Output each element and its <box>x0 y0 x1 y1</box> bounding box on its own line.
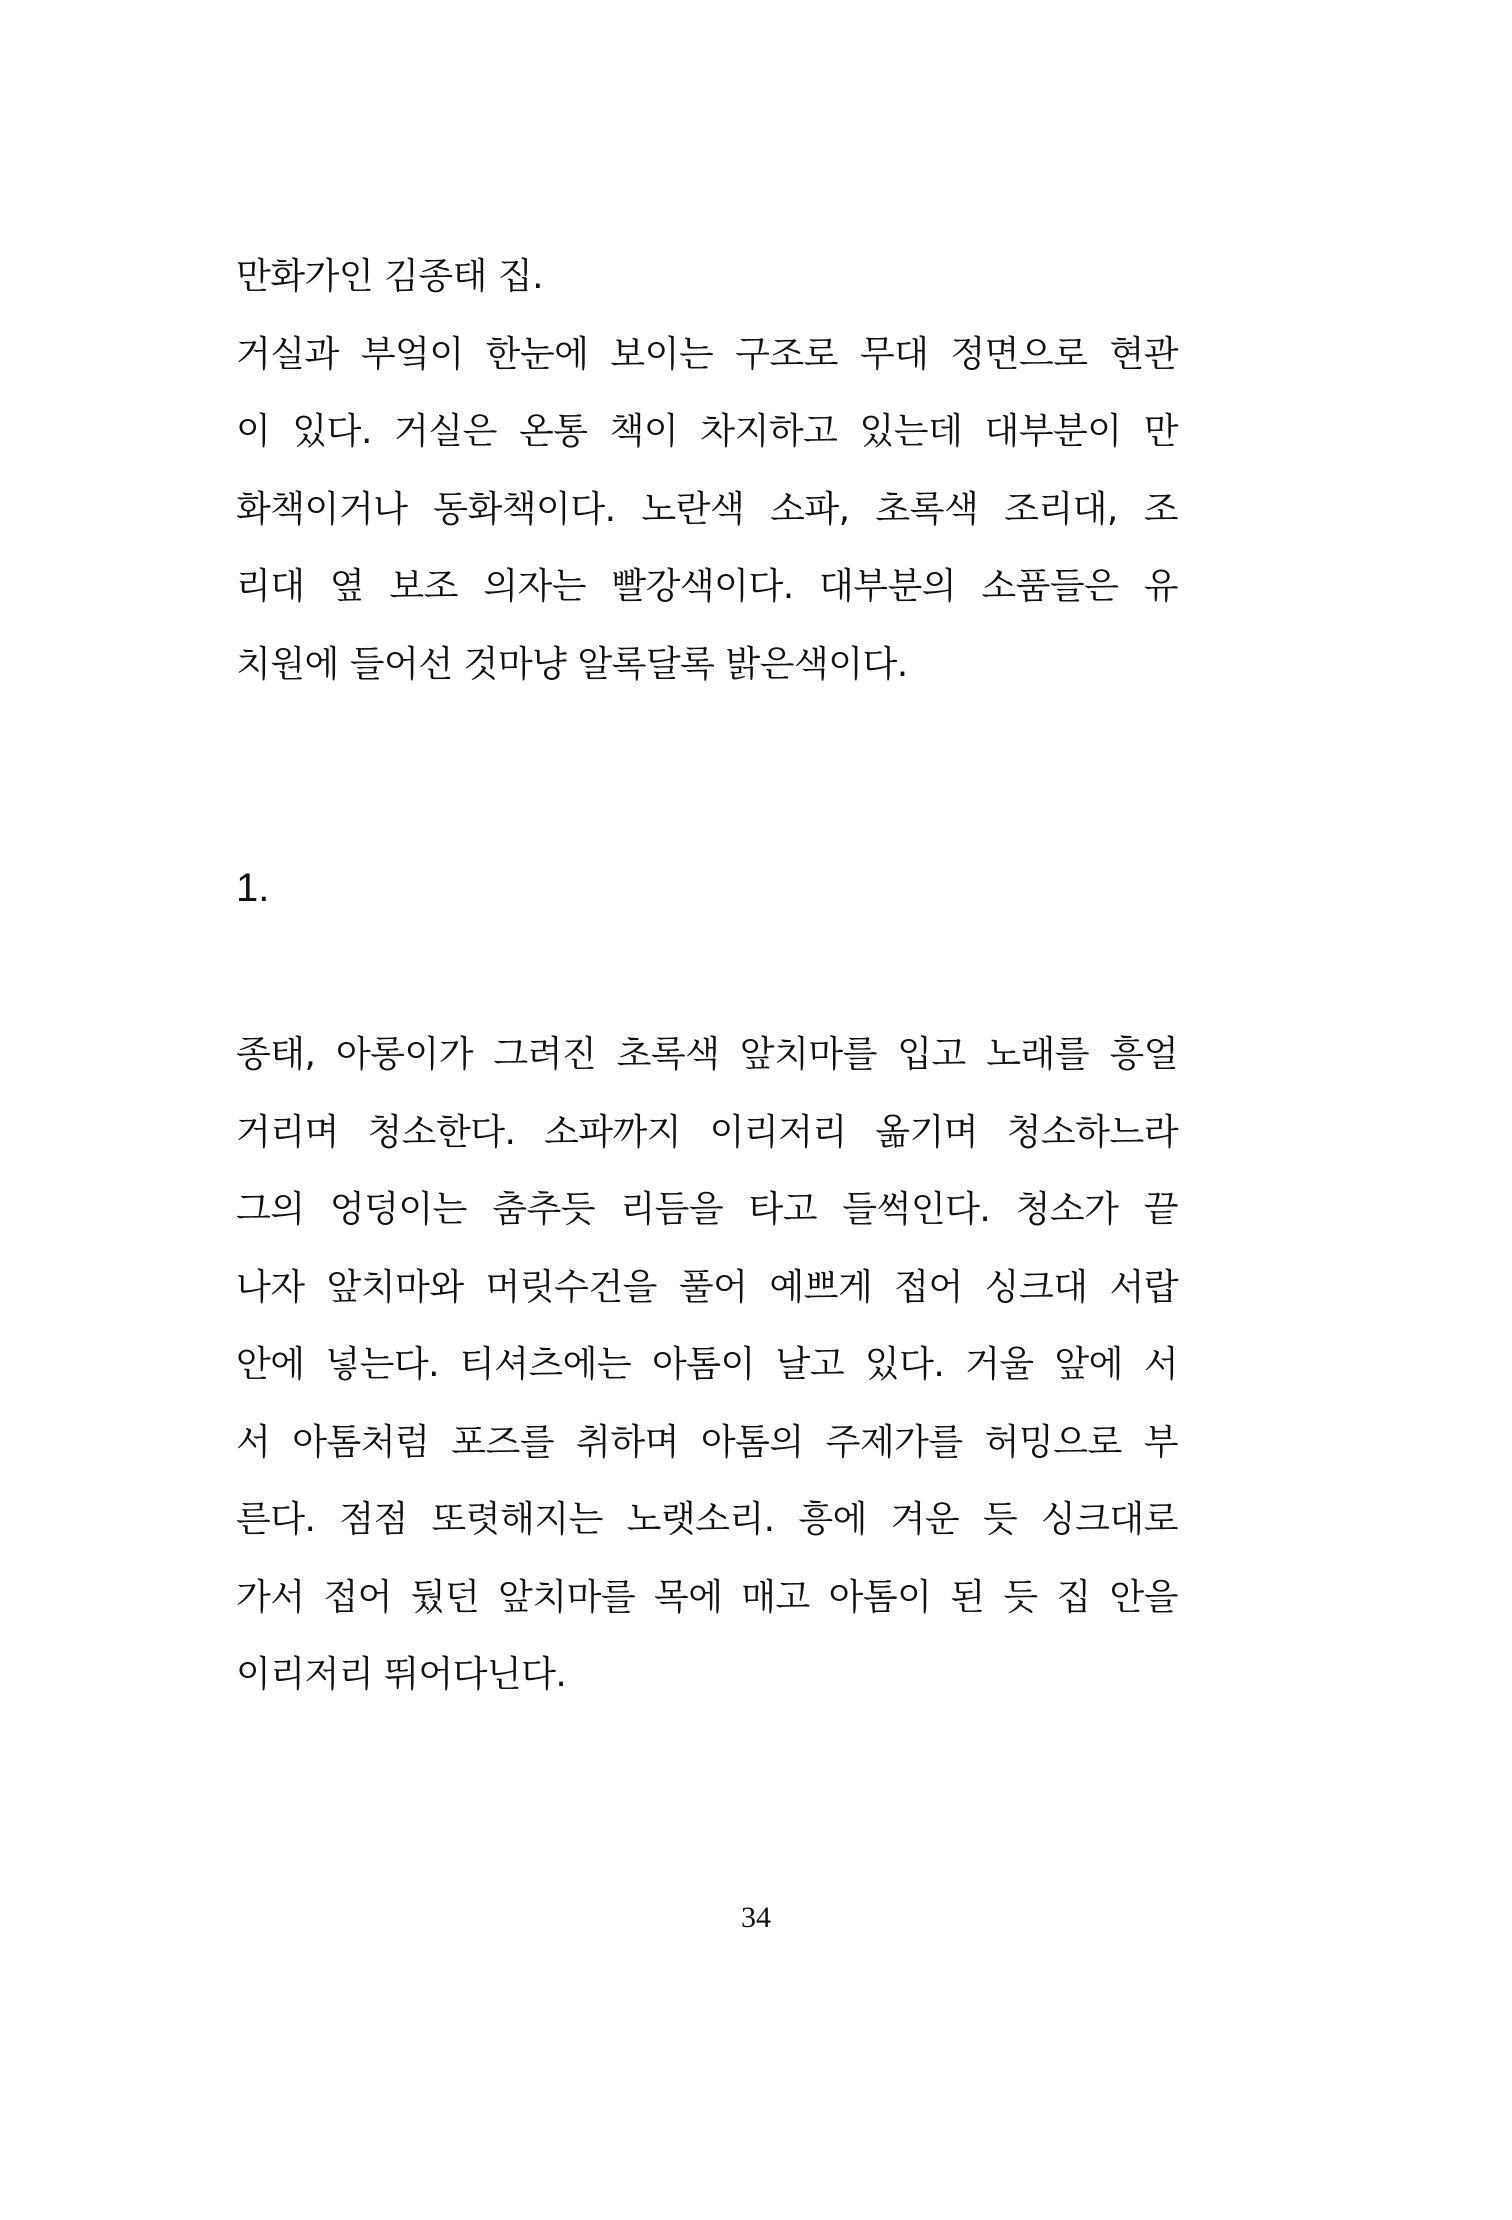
section-heading: 1. <box>236 866 270 910</box>
action-text-line: 안에 넣는다. 티셔츠에는 아톰이 날고 있다. 거울 앞에 서 <box>236 1344 1178 1385</box>
scene-description-line: 리대 옆 보조 의자는 빨강색이다. 대부분의 소품들은 유 <box>236 566 1178 607</box>
action-text <box>236 1016 1178 1714</box>
scene-description-line: 치원에 들어선 것마냥 알록달록 밝은색이다. <box>236 643 908 685</box>
action-text-line: 그의 엉덩이는 춤추듯 리듬을 타고 들썩인다. 청소가 끝 <box>236 1189 1178 1230</box>
action-text-line: 서 아톰처럼 포즈를 취하며 아톰의 주제가를 허밍으로 부 <box>236 1421 1178 1463</box>
action-text-line: 거리며 청소한다. 소파까지 이리저리 옮기며 청소하느라 <box>236 1111 1178 1153</box>
action-text-line: 종태, 아롱이가 그려진 초록색 앞치마를 입고 노래를 흥얼 <box>236 1034 1178 1075</box>
action-text-line: 나자 앞치마와 머릿수건을 풀어 예쁘게 접어 싱크대 서랍 <box>236 1266 1178 1308</box>
action-text-line: 른다. 점점 또렷해지는 노랫소리. 흥에 겨운 듯 싱크대로 <box>236 1499 1178 1540</box>
scene-description-line: 이 있다. 거실은 온통 책이 차지하고 있는데 대부분이 만 <box>236 411 1178 452</box>
action-text-line: 이리저리 뛰어다닌다. <box>236 1654 567 1695</box>
scene-description-line: 거실과 부엌이 한눈에 보이는 구조로 무대 정면으로 현관 <box>236 333 1178 375</box>
scene-description-line: 화책이거나 동화책이다. 노란색 소파, 초록색 조리대, 조 <box>236 488 1178 530</box>
action-text-line: 가서 접어 뒀던 앞치마를 목에 매고 아톰이 된 듯 집 안을 <box>236 1576 1178 1618</box>
scene-description-line: 만화가인 김종태 집. <box>236 256 544 297</box>
scene-description <box>236 238 1178 703</box>
page-number: 34 <box>741 1901 771 1934</box>
